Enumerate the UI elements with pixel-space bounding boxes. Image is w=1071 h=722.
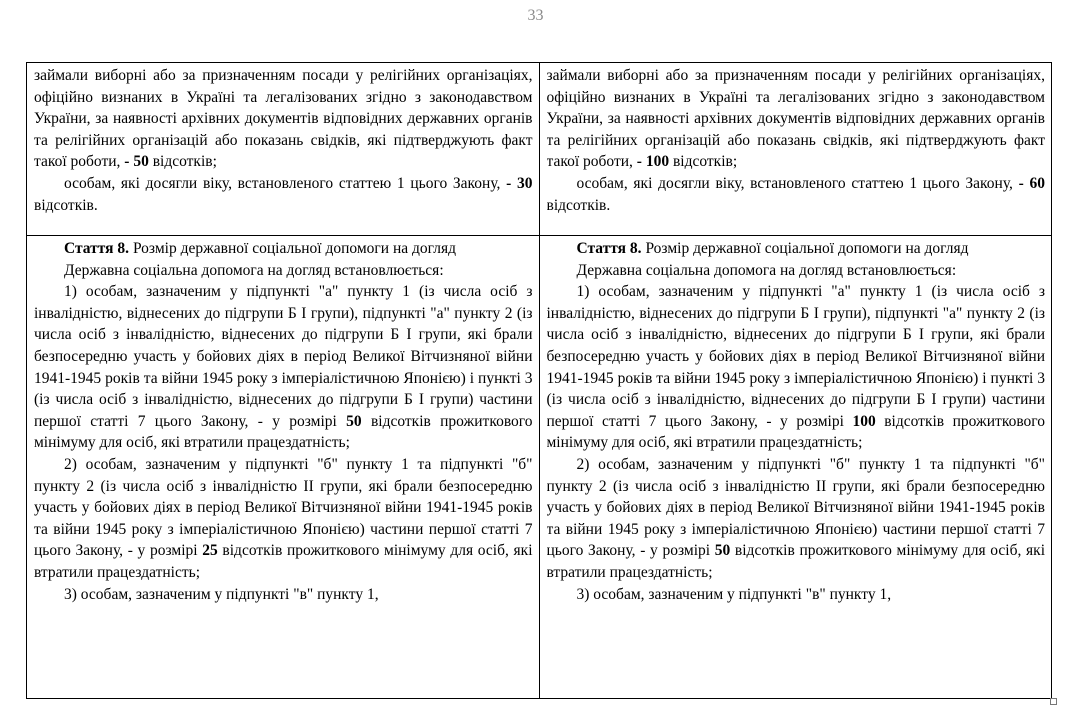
- paragraph: 1) особам, зазначеним у підпункті "а" пункту 1 (із числа осіб з інвалідністю, віднесених до підгрупи Б І групи), підпункті "а" пункту 2 (із числа осіб з інвалідністю, віднесених до підгрупи Б І групи, які брали безпосередню участь у бойових діях в період Великої Вітчизняної війни 1941-1945 років та війни 1945 року з імперіалістичною Японією) і пункті 3 (із числа осіб з інвалідністю, віднесених до підгрупи Б І групи) частини першої статті 7 цього Закону, - у розмірі 50 відсотків прожиткового мінімуму для осіб, які втратили працездатність;: [34, 283, 533, 452]
- left-cell-current-law: [27, 236, 540, 699]
- percent-value: 100: [852, 412, 876, 430]
- table-row: [27, 236, 1052, 699]
- paragraph: особам, які досягли віку, встановленого статтею 1 цього Закону, - 60 відсотків.: [546, 174, 1045, 214]
- article-intro: Державна соціальна допомога на догляд встановлюється:: [576, 261, 957, 279]
- paragraph: 3) особам, зазначеним у підпункті "в" пункту 1,: [576, 585, 892, 603]
- article-heading: Стаття 8. Розмір державної соціальної допомоги на догляд: [576, 240, 969, 257]
- article-heading: Стаття 8. Розмір державної соціальної допомоги на догляд: [64, 240, 456, 257]
- paragraph: 2) особам, зазначеним у підпункті "б" пункту 1 та підпункті "б" пункту 2 (із числа осіб з інвалідністю II групи, які брали безпосередню участь у бойових діях в період Великої Вітчизняної війни 1941-1945 років та війни 1945 року з імперіалістичною Японією) частини першої статті 7 цього Закону, - у розмірі 25 відсотків прожиткового мінімуму для осіб, які втратили працездатність;: [34, 455, 533, 581]
- left-cell-current-law: [27, 63, 540, 236]
- percent-value: - 100: [636, 153, 670, 171]
- article-intro: Державна соціальна допомога на догляд встановлюється:: [64, 261, 444, 279]
- paragraph: 3) особам, зазначеним у підпункті "в" пункту 1,: [64, 585, 379, 603]
- paragraph: особам, які досягли віку, встановленого статтею 1 цього Закону, - 30 відсотків.: [34, 174, 533, 214]
- percent-value: - 30: [506, 174, 533, 192]
- right-cell-proposed: [539, 63, 1052, 236]
- percent-value: - 60: [1018, 174, 1045, 192]
- percent-value: - 50: [124, 153, 149, 171]
- paragraph: 2) особам, зазначеним у підпункті "б" пункту 1 та підпункті "б" пункту 2 (із числа осіб з інвалідністю II групи, які брали безпосередню участь у бойових діях в період Великої Вітчизняної війни 1941-1945 років та війни 1945 року з імперіалістичною Японією) частини першої статті 7 цього Закону, - у розмірі 50 відсотків прожиткового мінімуму для осіб, які втратили працездатність;: [546, 455, 1045, 581]
- paragraph: займали виборні або за призначенням посади у релігійних організаціях, офіційно визнаних в Україні та легалізованих згідно з законодавством України, за наявності архівних документів відповідних державних органів та релігійних організацій або показань свідків, які підтверджують факт такої роботи, - 50 відсотків;: [34, 67, 533, 171]
- table-end-marker: [1050, 698, 1057, 705]
- percent-value: 50: [346, 412, 362, 430]
- paragraph: займали виборні або за призначенням посади у релігійних організаціях, офіційно визнаних в Україні та легалізованих згідно з законодавством України, за наявності архівних документів відповідних державних органів та релігійних організацій або показань свідків, які підтверджують факт такої роботи, - 100 відсотків;: [546, 67, 1045, 171]
- table-row: [27, 63, 1052, 236]
- percent-value: 50: [714, 542, 731, 560]
- page-number: 33: [527, 7, 544, 24]
- right-cell-proposed: [539, 236, 1052, 699]
- percent-value: 25: [202, 542, 218, 560]
- paragraph: 1) особам, зазначеним у підпункті "а" пункту 1 (із числа осіб з інвалідністю, віднесених до підгрупи Б І групи), підпункті "а" пункту 2 (із числа осіб з інвалідністю, віднесених до підгрупи Б І групи, які брали безпосередню участь у бойових діях в період Великої Вітчизняної війни 1941-1945 років та війни 1945 року з імперіалістичною Японією) і пункті 3 (із числа осіб з інвалідністю, віднесених до підгрупи Б І групи) частини першої статті 7 цього Закону, - у розмірі 100 відсотків прожиткового мінімуму для осіб, які втратили працездатність;: [546, 283, 1045, 452]
- comparison-table: [26, 62, 1052, 699]
